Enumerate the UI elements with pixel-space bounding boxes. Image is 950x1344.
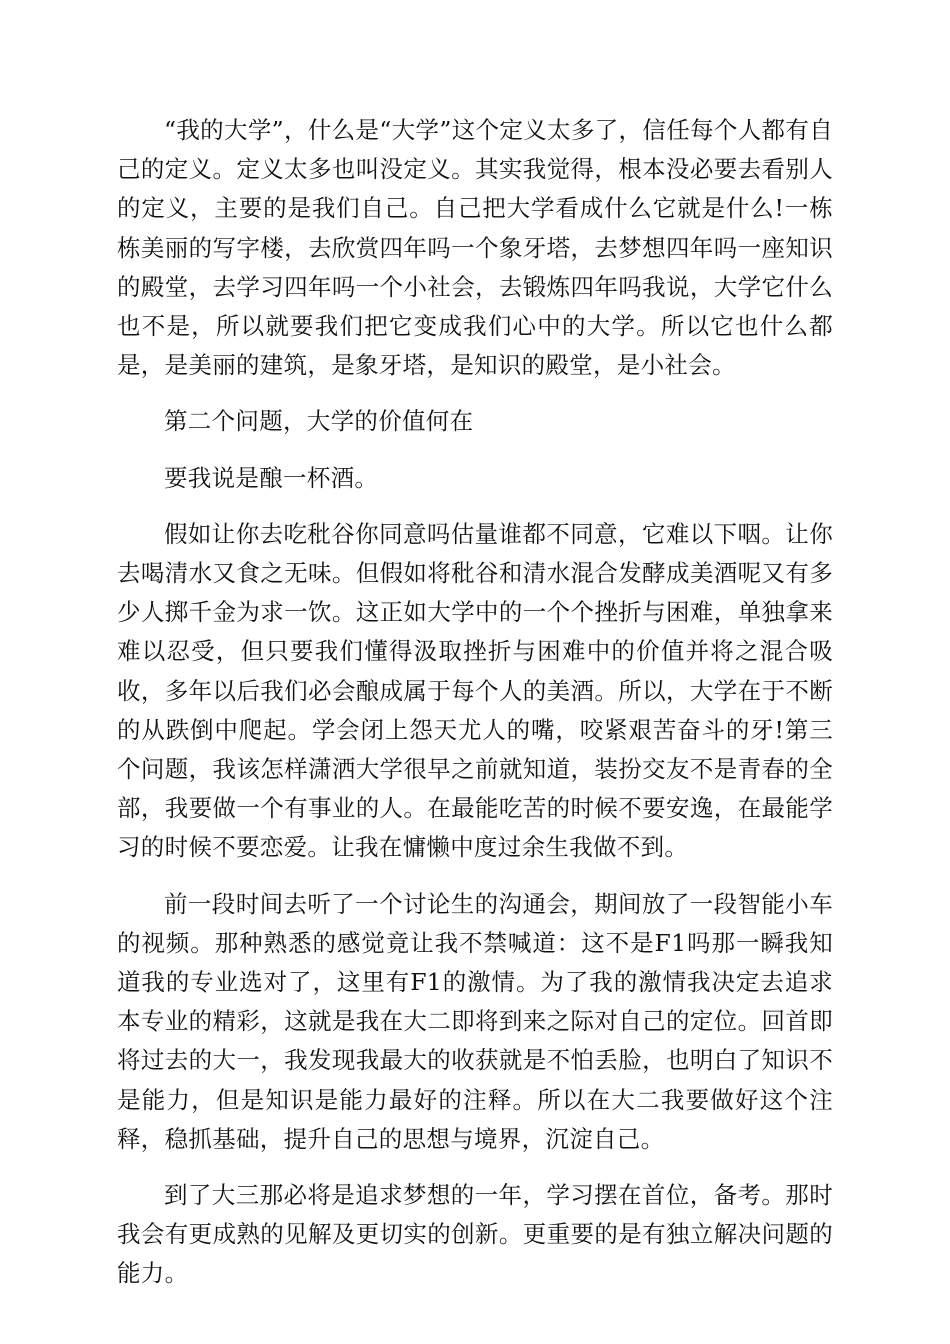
paragraph-second-question-heading: 第二个问题，大学的价值何在 [164, 407, 474, 436]
paragraph-smart-car-video: 前一段时间去听了一个讨论生的沟通会，期间放了一段智能小车的视频。那种熟悉的感觉竟让我不禁喊道：这不是F1吗那一瞬我知道我的专业选对了，这里有F1的激情。为了我的激情我决定去追求本专业的精彩，这就是我在大二即将到来之际对自己的定位。回首即将过去的大一，我发现我最大的收获就是不怕丢脸，也明白了知识不是能力，但是知识是能力最好的注释。所以在大二我要做好这个注释，稳抓基础，提升自己的思想与境界，沉淀自己。 [117, 889, 833, 1153]
document-body [117, 111, 833, 1311]
paragraph-grain-and-water-analogy: 假如让你去吃秕谷你同意吗估量谁都不同意，它难以下咽。让你去喝清水又食之无味。但假如将秕谷和清水混合发酵成美酒呢又有多少人掷千金为求一饮。这正如大学中的一个个挫折与困难，单独拿来难以忍受，但只要我们懂得汲取挫折与困难中的价值并将之混合吸收，多年以后我们必会酿成属于每个人的美酒。所以，大学在于不断的从跌倒中爬起。学会闭上怨天尤人的嘴，咬紧艰苦奋斗的牙!第三个问题，我该怎样潇洒大学很早之前就知道，装扮交友不是青春的全部，我要做一个有事业的人。在最能吃苦的时候不要安逸，在最能学习的时候不要恋爱。让我在慵懒中度过余生我做不到。 [117, 519, 833, 862]
paragraph-third-year-goals: 到了大三那必将是追求梦想的一年，学习摆在首位，备考。那时我会有更成熟的见解及更切实的创新。更重要的是有独立解决问题的能力。 [117, 1181, 833, 1288]
paragraph-definition-of-university: “我的大学”，什么是“大学”这个定义太多了，信任每个人都有自己的定义。定义太多也叫没定义。其实我觉得，根本没必要去看别人的定义，主要的是我们自己。自己把大学看成什么它就是什么!一栋栋美丽的写字楼，去欣赏四年吗一个象牙塔，去梦想四年吗一座知识的殿堂，去学习四年吗一个小社会，去锻炼四年吗我说，大学它什么也不是，所以就要我们把它变成我们心中的大学。所以它也什么都是，是美丽的建筑，是象牙塔，是知识的殿堂，是小社会。 [117, 116, 833, 380]
paragraph-brew-a-cup-of-wine: 要我说是酿一杯酒。 [164, 463, 379, 492]
